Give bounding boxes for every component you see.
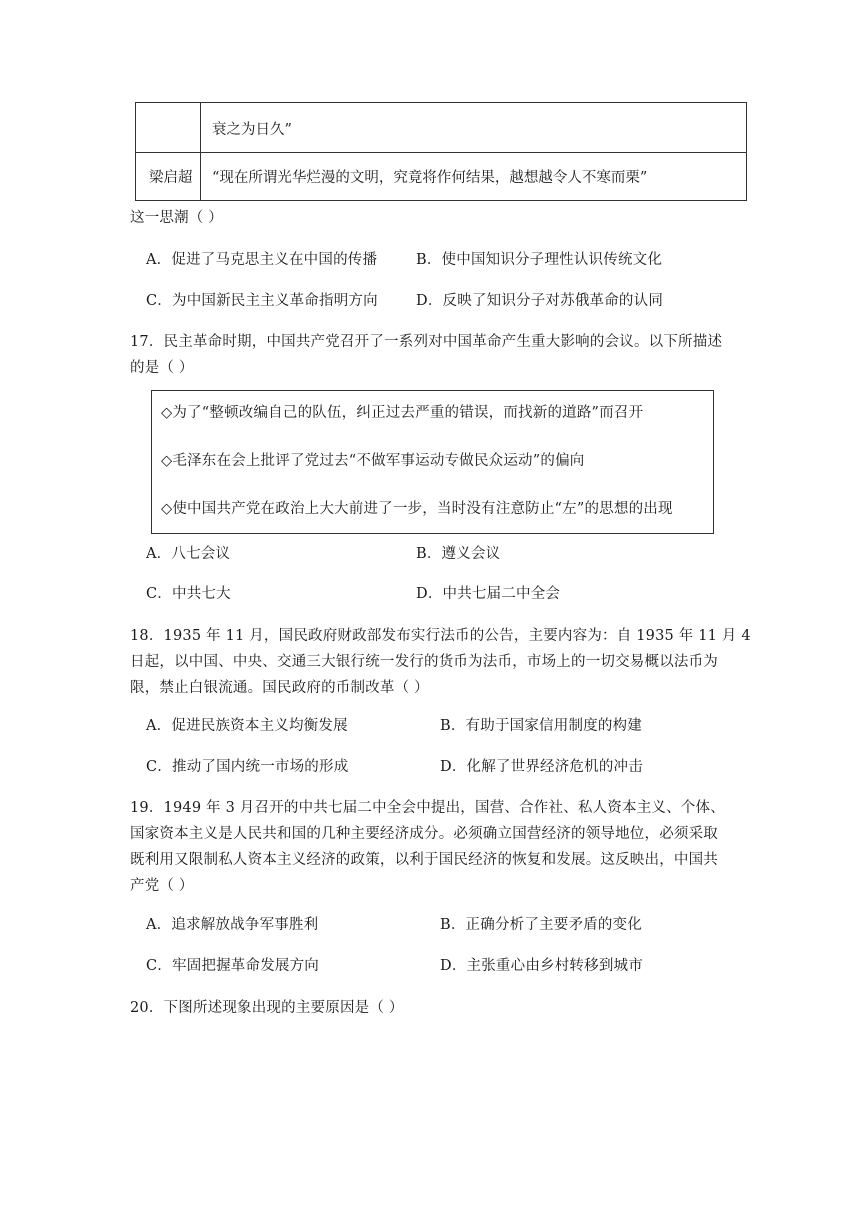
- option-a: A．追求解放战争军事胜利: [146, 917, 319, 933]
- question-20-line: 20．下图所述现象出现的主要原因是（ ）: [130, 1000, 404, 1016]
- option-a: A．促进了马克思主义在中国的传播: [146, 252, 378, 268]
- question-19-line: 国家资本主义是人民共和国的几种主要经济成分。必须确立国营经济的领导地位，必须采取: [130, 826, 718, 842]
- option-a: A．八七会议: [146, 546, 231, 562]
- option-a: A．促进民族资本主义均衡发展: [146, 718, 348, 734]
- question-19-line: 产党（ ）: [130, 878, 194, 894]
- option-b: B．遵义会议: [416, 546, 501, 562]
- question-17-line: 17．民主革命时期，中国共产党召开了一系列对中国革命产生重大影响的会议。以下所描述: [130, 334, 723, 350]
- option-d: D．主张重心由乡村转移到城市: [440, 958, 643, 974]
- option-d: D．反映了知识分子对苏俄革命的认同: [416, 293, 664, 309]
- statement-item: ◇为了“整顿改编自己的队伍，纠正过去严重的错误，而找新的道路”而召开: [161, 405, 644, 421]
- table-column-divider: [200, 103, 201, 200]
- option-b: B．正确分析了主要矛盾的变化: [440, 917, 642, 933]
- table-cell-text: 衰之为日久”: [212, 122, 292, 138]
- statement-item: ◇毛泽东在会上批评了党过去“不做军事运动专做民众运动”的偏向: [161, 453, 585, 469]
- option-d: D．中共七届二中全会: [416, 586, 561, 602]
- option-d: D．化解了世界经济危机的冲击: [440, 759, 643, 775]
- question-19-line: 19．1949 年 3 月召开的中共七届二中全会中提出，国营、合作社、私人资本主义、个体、: [130, 800, 725, 816]
- option-c: C．牢固把握革命发展方向: [146, 958, 319, 974]
- option-c: C．为中国新民主主义革命指明方向: [146, 293, 378, 309]
- table-cell-name: 梁启超: [149, 170, 193, 186]
- question-18-line: 18．1935 年 11 月，国民政府财政部发布实行法币的公告，主要内容为：自 1935 年 11 月 4: [130, 628, 751, 644]
- question-18-line: 日起，以中国、中央、交通三大银行统一发行的货币为法币，市场上的一切交易概以法币为: [130, 654, 718, 670]
- option-b: B．使中国知识分子理性认识传统文化: [416, 252, 663, 268]
- question-17-line: 的是（ ）: [130, 360, 194, 376]
- statement-box: [151, 390, 714, 534]
- table-cell-text: “现在所谓光华烂漫的文明，究竟将作何结果，越想越令人不寒而栗”: [212, 170, 648, 186]
- option-b: B．有助于国家信用制度的构建: [440, 718, 642, 734]
- option-c: C．中共七大: [146, 586, 231, 602]
- question-19-line: 既利用又限制私人资本主义经济的政策，以利于国民经济的恢复和发展。这反映出，中国共: [130, 852, 718, 868]
- option-c: C．推动了国内统一市场的形成: [146, 759, 349, 775]
- quote-table: [135, 102, 747, 201]
- question-18-line: 限，禁止白银流通。国民政府的币制改革（ ）: [130, 680, 429, 696]
- question-stem: 这一思潮（ ）: [130, 210, 224, 226]
- statement-item: ◇使中国共产党在政治上大大前进了一步，当时没有注意防止“左”的思想的出现: [161, 501, 673, 517]
